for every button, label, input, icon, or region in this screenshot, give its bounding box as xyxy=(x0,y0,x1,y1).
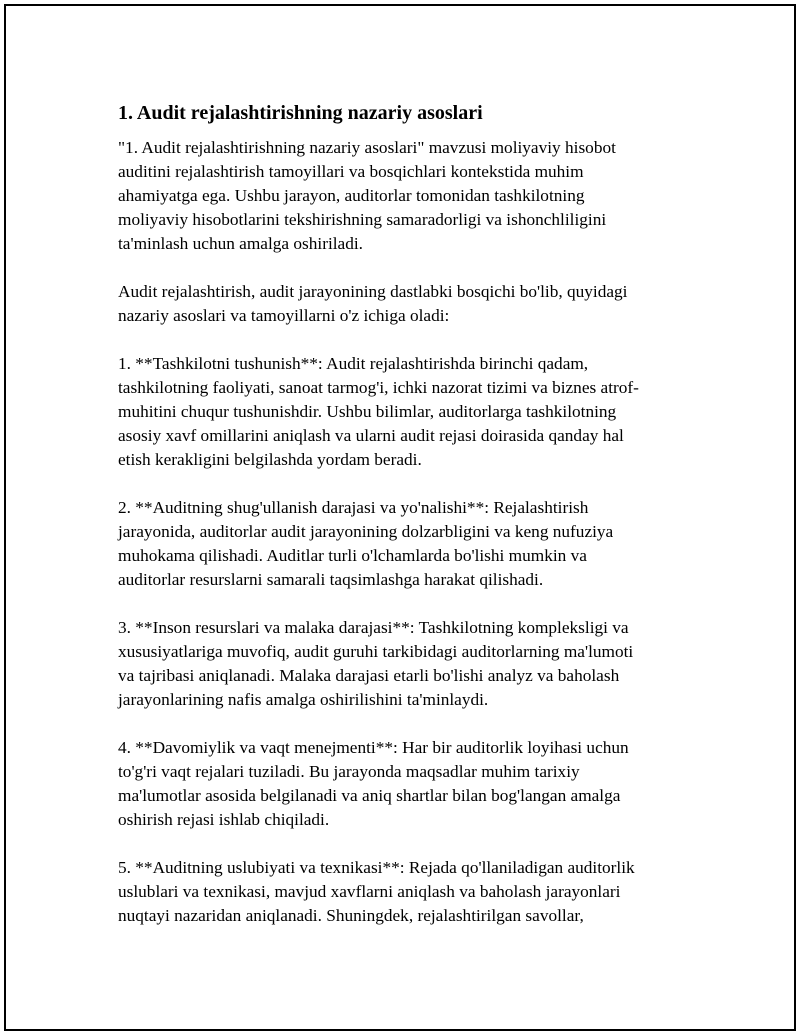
paragraph-line: xususiyatlariga muvofiq, audit guruhi tarkibidagi auditorlarning ma'lumoti xyxy=(118,642,634,661)
paragraph-line: auditorlar resurslarni samarali taqsimlashga harakat qilishadi. xyxy=(118,570,544,589)
paragraph xyxy=(118,352,658,472)
paragraph-line: muhokama qilishadi. Auditlar turli o'lchamlarda bo'lishi mumkin va xyxy=(118,546,587,565)
paragraph-line: asosiy xavf omillarini aniqlash va ularni audit rejasi doirasida qanday hal xyxy=(118,426,624,445)
paragraph-line: jarayonlarining nafis amalga oshirilishini ta'minlaydi. xyxy=(118,690,489,709)
paragraph-line: muhitini chuqur tushunishdir. Ushbu bilimlar, auditorlarga tashkilotning xyxy=(118,402,617,421)
document-heading: 1. Audit rejalashtirishning nazariy asoslari xyxy=(118,102,483,124)
paragraph xyxy=(118,616,658,712)
document-body xyxy=(118,136,658,928)
paragraph-line: ahamiyatga ega. Ushbu jarayon, auditorlar tomonidan tashkilotning xyxy=(118,186,585,205)
paragraph-line: jarayonida, auditorlar audit jarayonining dolzarbligini va keng nufuziya xyxy=(118,522,614,541)
paragraph xyxy=(118,496,658,592)
paragraph-line: 2. **Auditning shug'ullanish darajasi va yo'nalishi**: Rejalashtirish xyxy=(118,498,589,517)
paragraph xyxy=(118,280,658,328)
paragraph-line: 3. **Inson resurslari va malaka darajasi**: Tashkilotning kompleksligi va xyxy=(118,618,629,637)
paragraph-line: ta'minlash uchun amalga oshiriladi. xyxy=(118,234,363,253)
paragraph-line: nazariy asoslari va tamoyillarni o'z ichiga oladi: xyxy=(118,306,450,325)
paragraph-line: Audit rejalashtirish, audit jarayonining dastlabki bosqichi bo'lib, quyidagi xyxy=(118,282,628,301)
paragraph-line: etish kerakligini belgilashda yordam beradi. xyxy=(118,450,422,469)
paragraph-line: auditini rejalashtirish tamoyillari va bosqichlari kontekstida muhim xyxy=(118,162,584,181)
page-frame xyxy=(4,4,796,1031)
paragraph-line: moliyaviy hisobotlarini tekshirishning samaradorligi va ishonchliligini xyxy=(118,210,607,229)
paragraph-line: nuqtayi nazaridan aniqlanadi. Shuningdek, rejalashtirilgan savollar, xyxy=(118,906,584,925)
paragraph-line: ma'lumotlar asosida belgilanadi va aniq shartlar bilan bog'langan amalga xyxy=(118,786,621,805)
paragraph-line: uslublari va texnikasi, mavjud xavflarni aniqlash va baholash jarayonlari xyxy=(118,882,621,901)
paragraph xyxy=(118,736,658,832)
paragraph-line: oshirish rejasi ishlab chiqiladi. xyxy=(118,810,330,829)
paragraph-line: "1. Audit rejalashtirishning nazariy asoslari" mavzusi moliyaviy hisobot xyxy=(118,138,616,157)
paragraph-line: to'g'ri vaqt rejalari tuziladi. Bu jarayonda maqsadlar muhim tarixiy xyxy=(118,762,580,781)
paragraph-line: 4. **Davomiylik va vaqt menejmenti**: Har bir auditorlik loyihasi uchun xyxy=(118,738,629,757)
paragraph-line: 5. **Auditning uslubiyati va texnikasi**: Rejada qo'llaniladigan auditorlik xyxy=(118,858,635,877)
page-content xyxy=(118,98,658,952)
paragraph xyxy=(118,136,658,256)
paragraph-line: va tajribasi aniqlanadi. Malaka darajasi etarli bo'lishi analyz va baholash xyxy=(118,666,620,685)
paragraph-line: 1. **Tashkilotni tushunish**: Audit rejalashtirishda birinchi qadam, xyxy=(118,354,589,373)
paragraph xyxy=(118,856,658,928)
paragraph-line: tashkilotning faoliyati, sanoat tarmog'i, ichki nazorat tizimi va biznes atrof- xyxy=(118,378,639,397)
